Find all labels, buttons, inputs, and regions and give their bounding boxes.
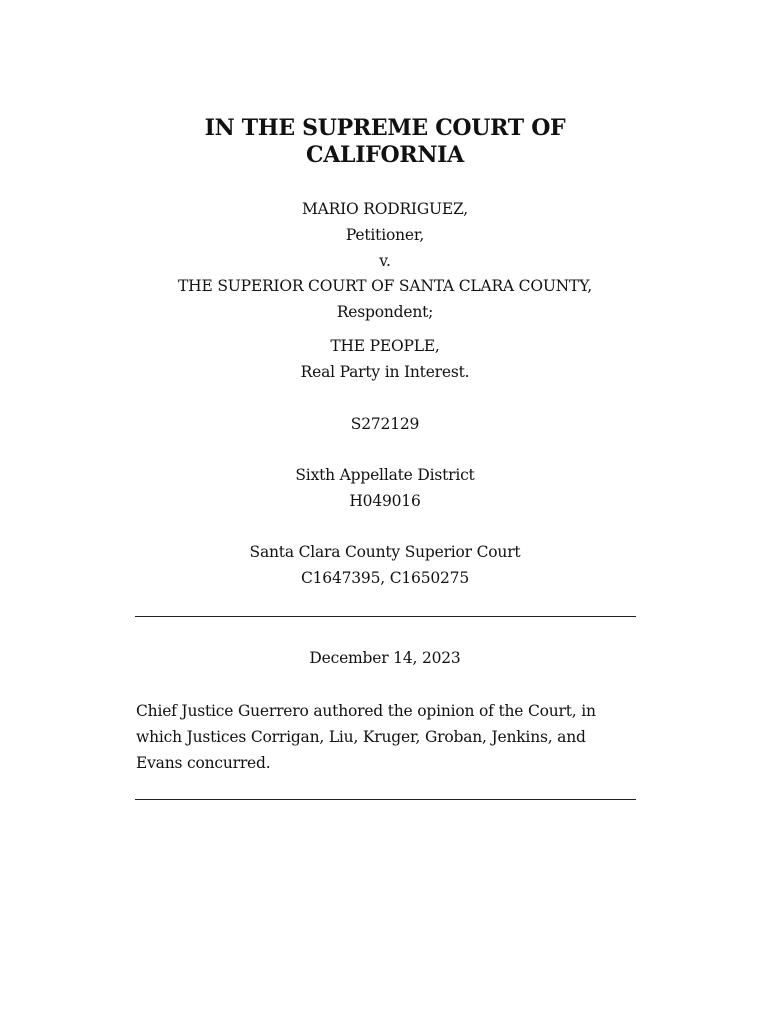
appellate-district: Sixth Appellate District (295, 466, 475, 484)
court-title (135, 115, 635, 169)
superior-court-case-numbers: C1647395, C1650275 (300, 569, 470, 587)
top-divider (135, 616, 636, 617)
authorship-line-2: which Justices Corrigan, Liu, Kruger, Groban, Jenkins, and (136, 728, 586, 746)
bottom-divider (135, 799, 636, 800)
petitioner-role: Petitioner, (345, 226, 425, 244)
case-number: S272129 (350, 415, 420, 433)
respondent-role: Respondent; (336, 303, 434, 321)
real-party-role: Real Party in Interest. (300, 363, 470, 381)
respondent-name: THE SUPERIOR COURT OF SANTA CLARA COUNTY, (178, 277, 592, 295)
authorship-line-1: Chief Justice Guerrero authored the opinion of the Court, in (136, 702, 596, 720)
petitioner-name: MARIO RODRIGUEZ, (301, 200, 469, 218)
versus: v. (379, 252, 391, 270)
real-party-name: THE PEOPLE, (330, 337, 440, 355)
court-title-line-2: CALIFORNIA (306, 142, 464, 168)
superior-court: Santa Clara County Superior Court (249, 543, 521, 561)
authorship-line-3: Evans concurred. (136, 754, 271, 772)
court-title-line-1: IN THE SUPREME COURT OF (204, 115, 566, 141)
authorship-paragraph (136, 698, 636, 776)
decision-date: December 14, 2023 (309, 649, 461, 667)
appellate-case-number: H049016 (349, 492, 421, 510)
